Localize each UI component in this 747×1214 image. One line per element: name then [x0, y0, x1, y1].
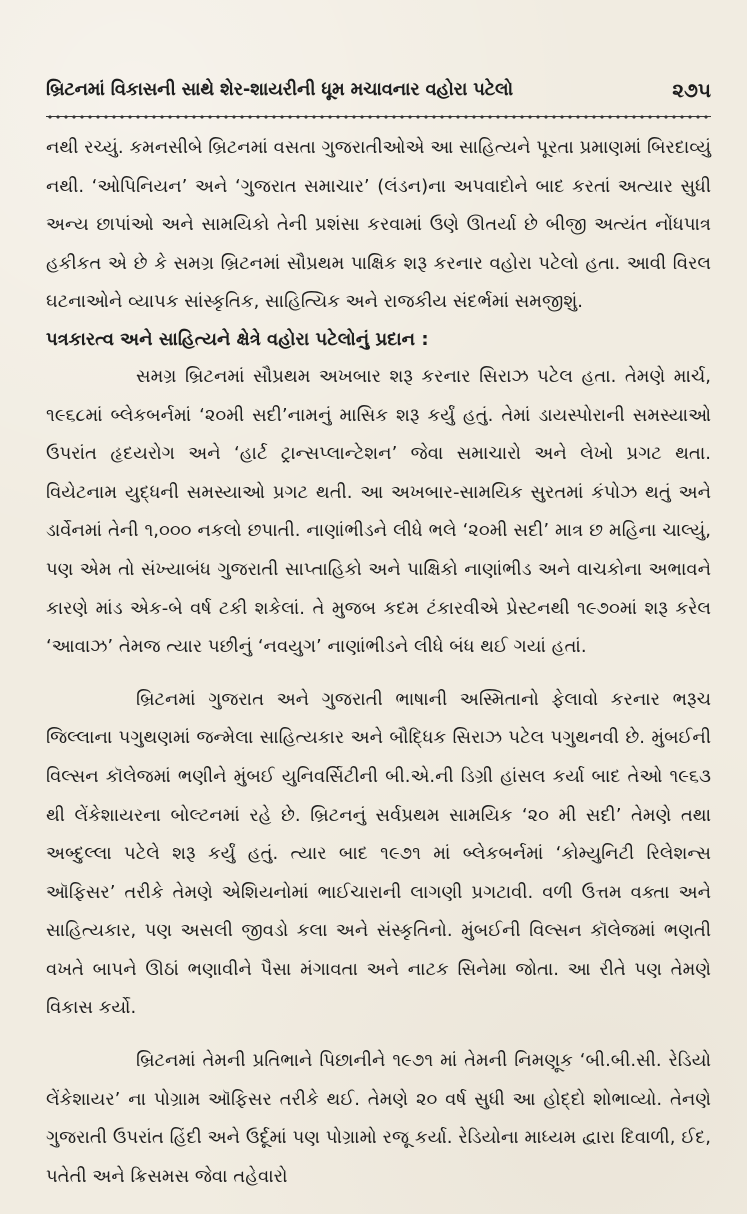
paragraph-three: બ્રિટનમાં તેમની પ્રતિભાને પિછાનીને ૧૯૭૧ માં તેમની નિમણૂક ‘બી.બી.સી. રેડિયો લેંકેશાયર’ ના પોગ્રામ ઑફિસર તરીકે થઈ. તેમણે ૨૦ વર્ષ સુધી આ હોદ્દો શોભાવ્યો. તેનણે ગુજરાતી ઉપરાંત હિંદી અને ઉર્દૂમાં પણ પોગ્રામો રજૂ કર્યા. રેડિયોના માધ્યમ દ્વારા દિવાળી, ઈદ, પતેતી અને ક્રિસમસ જેવા તહેવારો [46, 1050, 711, 1187]
running-title: બ્રિટનમાં વિકાસની સાથે શેર-શાયરીની ધૂમ મચાવનાર વહોરા પટેલો [46, 79, 513, 100]
paragraph-one: સમગ્ર બ્રિટનમાં સૌપ્રથમ અખબાર શરૂ કરનાર સિરાઝ પટેલ હતા. તેમણે માર્ચ, ૧૯૬૮માં બ્લેકબર્નમાં ‘૨૦મી સદી’નામનું માસિક શરૂ કર્યું હતું. તેમાં ડાયસ્પોરાની સમસ્યાઓ ઉપરાંત હૃદયરોગ અને ‘હાર્ટ ટ્રાન્સપ્લાન્ટેશન’ જેવા સમાચારો અને લેખો પ્રગટ થતા. વિયેટનામ યુદ્ધની સમસ્યાઓ પ્રગટ થતી. આ અખબાર-સામયિક સુરતમાં કંપોઝ થતું અને ડાર્વેનમાં તેની ૧,૦૦૦ નકલો છપાતી. નાણાંભીડને લીધે ભલે ‘૨૦મી સદી’ માત્ર છ મહિના ચાલ્યું, પણ એમ તો સંખ્યાબંધ ગુજરાતી સાપ્તાહિકો અને પાક્ષિકો નાણાંભીડ અને વાચકોના અભાવને કારણે માંડ એક-બે વર્ષ ટકી શકેલાં. તે મુજબ કદમ ટંકારવીએ પ્રેસ્ટનથી ૧૯૭૦માં શરૂ કરેલ ‘આવાઝ’ તેમજ ત્યાર પછીનું ‘નવયુગ’ નાણાંભીડને લીધે બંધ થઈ ગયાં હતાં. [46, 365, 711, 658]
section-heading: પત્રકારત્વ અને સાહિત્યને ક્ષેત્રે વહોરા પટેલોનું પ્રદાન : [46, 328, 429, 350]
decorative-rule [46, 110, 711, 122]
page-number: ૨૭૫ [672, 78, 711, 102]
running-head [46, 78, 711, 102]
page-text [46, 129, 711, 1196]
intro-paragraph: નથી રચ્યું. કમનસીબે બ્રિટનમાં વસતા ગુજરાતીઓએ આ સાહિત્યને પૂરતા પ્રમાણમાં બિરદાવ્યું નથી. ‘ઓપિનિયન’ અને ‘ગુજરાત સમાચાર’ (લંડન)ના અપવાદોને બાદ કરતાં અત્યાર સુધી અન્ય છાપાંઓ અને સામયિકો તેની પ્રશંસા કરવામાં ઉણે ઊતર્યા છે બીજી અત્યંત નોંધપાત્ર હકીકત એ છે કે સમગ્ર બ્રિટનમાં સૌપ્રથમ પાક્ષિક શરૂ કરનાર વહોરા પટેલો હતા. આવી વિરલ ઘટનાઓને વ્યાપક સાંસ્કૃતિક, સાહિત્યિક અને રાજકીય સંદર્ભમાં સમજીશું. [46, 137, 711, 313]
paragraph-two: બ્રિટનમાં ગુજરાત અને ગુજરાતી ભાષાની અસ્મિતાનો ફેલાવો કરનાર ભરૂચ જિલ્લાના પગુથણમાં જન્મેલા સાહિત્યકાર અને બૌદ્ધિક સિરાઝ પટેલ પગુથનવી છે. મુંબઈની વિલ્સન કૉલેજમાં ભણીને મુંબઈ યુનિવર્સિટીની બી.એ.ની ડિગ્રી હાંસલ કર્યા બાદ તેઓ ૧૯૬૩ થી લેંકેશાયરના બોલ્ટનમાં રહે છે. બ્રિટનનું સર્વપ્રથમ સામયિક ‘૨૦ મી સદી’ તેમણે તથા અબ્દુલ્લા પટેલે શરૂ કર્યું હતું. ત્યાર બાદ ૧૯૭૧ માં બ્લેકબર્નમાં ‘કોમ્યુનિટી રિલેશન્સ ઑફિસર’ તરીકે તેમણે એશિયનોમાં ભાઈચારાની લાગણી પ્રગટાવી. વળી ઉત્તમ વક્તા અને સાહિત્યકાર, પણ અસલી જીવડો કલા અને સંસ્કૃતિનો. મુંબઈની વિલ્સન કૉલેજમાં ભણતી વખતે બાપને ઊઠાં ભણાવીને પૈસા મંગાવતા અને નાટક સિનેમા જોતા. આ રીતે પણ તેમણે વિકાસ કર્યો. [46, 688, 711, 1019]
